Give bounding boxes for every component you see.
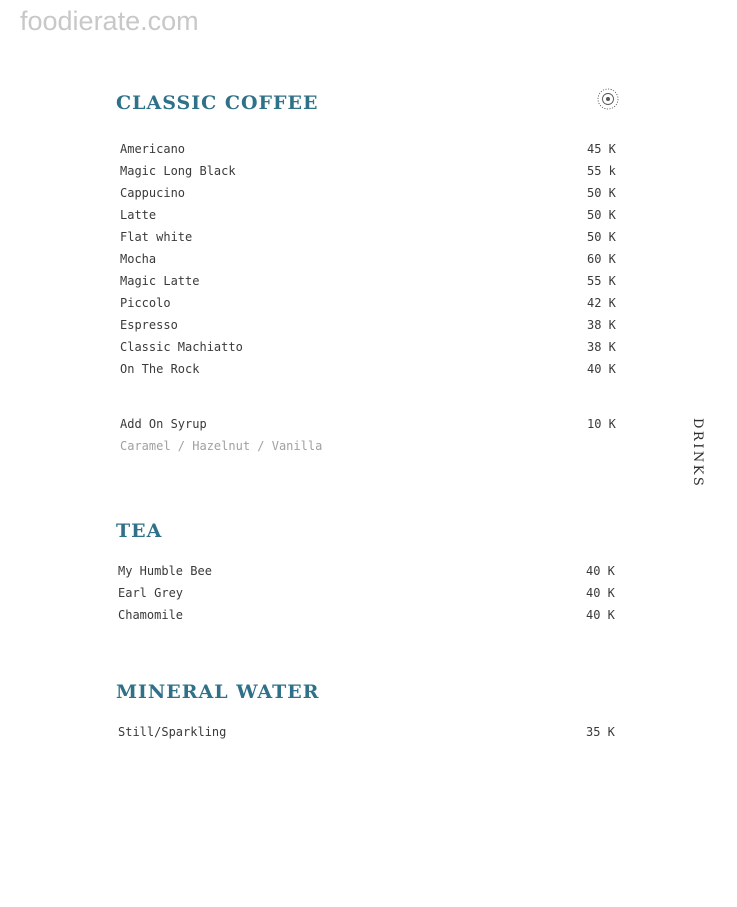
- watermark-text: foodierate.com: [20, 6, 199, 36]
- menu-item: [0, 270, 737, 292]
- item-price: 42 K: [587, 296, 616, 310]
- menu-item: [0, 582, 737, 604]
- menu-item: [0, 292, 737, 314]
- side-label-drinks: DRINKS: [690, 418, 705, 489]
- mineral-water-list: [0, 721, 737, 743]
- classic-coffee-list: [0, 138, 737, 380]
- item-price: 50 K: [587, 186, 616, 200]
- item-price: 38 K: [587, 340, 616, 354]
- menu-item: [0, 560, 737, 582]
- menu-item: [0, 204, 737, 226]
- item-name: Espresso: [120, 318, 178, 332]
- item-name: Magic Long Black: [120, 164, 236, 178]
- item-price: 55 k: [587, 164, 616, 178]
- item-price: 35 K: [586, 725, 615, 739]
- item-name: Cappucino: [120, 186, 186, 200]
- menu-item: [0, 160, 737, 182]
- addon-name: Add On Syrup: [120, 417, 207, 431]
- menu-item: [0, 248, 737, 270]
- syrup-options: Caramel / Hazelnut / Vanilla: [120, 439, 323, 453]
- section-title-classic-coffee: CLASSIC COFFEE: [116, 92, 319, 114]
- item-price: 55 K: [587, 274, 616, 288]
- menu-item: [0, 336, 737, 358]
- item-name: Mocha: [120, 252, 157, 266]
- addon-list: [0, 413, 737, 435]
- item-price: 40 K: [586, 608, 615, 622]
- addon-item: [0, 413, 737, 435]
- circular-badge-icon: [596, 87, 620, 111]
- menu-item: [0, 226, 737, 248]
- item-price: 40 K: [586, 586, 615, 600]
- item-name: On The Rock: [120, 362, 200, 376]
- item-price: 40 K: [587, 362, 616, 376]
- item-price: 45 K: [587, 142, 616, 156]
- item-price: 40 K: [586, 564, 615, 578]
- tea-list: [0, 560, 737, 626]
- item-name: Flat white: [120, 230, 193, 244]
- item-price: 60 K: [587, 252, 616, 266]
- menu-item: [0, 721, 737, 743]
- item-name: Earl Grey: [118, 586, 184, 600]
- item-name: Chamomile: [118, 608, 184, 622]
- menu-item: [0, 138, 737, 160]
- section-title-mineral-water: MINERAL WATER: [116, 681, 320, 703]
- menu-item: [0, 182, 737, 204]
- menu-item: [0, 604, 737, 626]
- item-name: Magic Latte: [120, 274, 200, 288]
- item-price: 50 K: [587, 208, 616, 222]
- menu-item: [0, 314, 737, 336]
- section-title-tea: TEA: [116, 520, 163, 542]
- item-name: Classic Machiatto: [120, 340, 243, 354]
- addon-price: 10 K: [587, 417, 616, 431]
- item-price: 50 K: [587, 230, 616, 244]
- item-name: Americano: [120, 142, 186, 156]
- menu-item: [0, 358, 737, 380]
- item-name: Piccolo: [120, 296, 171, 310]
- item-name: My Humble Bee: [118, 564, 212, 578]
- item-name: Still/Sparkling: [118, 725, 227, 739]
- item-name: Latte: [120, 208, 157, 222]
- item-price: 38 K: [587, 318, 616, 332]
